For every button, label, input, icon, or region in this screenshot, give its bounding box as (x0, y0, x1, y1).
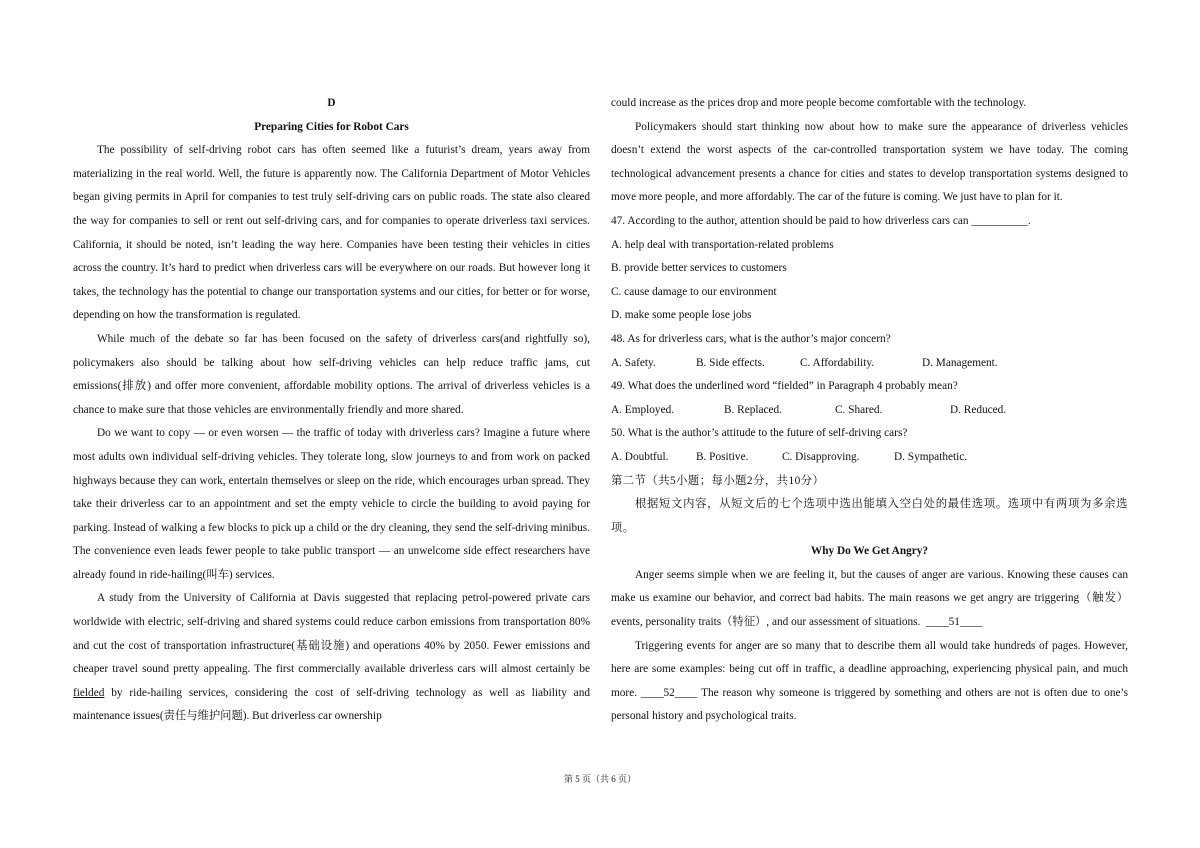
anger-paragraph-2 (611, 635, 1128, 729)
q47-option-a: A. help deal with transportation-related problems (611, 238, 834, 251)
question-47: 47. According to the author, attention should be paid to how driverless cars can __________. (611, 214, 1031, 227)
anger-paragraph-2-text-b: The reason why someone is triggered by something and others are not is often due to one’s personal history and psychological traits. (611, 686, 1129, 723)
page-number-footer: 第 5 页（共 6 页） (563, 774, 636, 784)
underlined-word-fielded: fielded (73, 686, 105, 699)
q48-options (611, 352, 1128, 376)
q49-option-d: D. Reduced. (950, 403, 1007, 416)
section-2-heading: 第二节（共5小题；每小题2分，共10分） (611, 474, 825, 487)
anger-passage-title: Why Do We Get Angry? (810, 545, 929, 558)
q48-option-a: A. Safety. (611, 356, 656, 369)
paragraph-3: Do we want to copy — or even worsen — the traffic of today with driverless cars? Imagine a future where most adults own individual self-driving vehicles. They tolerate long, slow journeys to and from work on packed highways because they can work, entertain themselves or sleep on the ride, which encourages urban spread. They take their driverless car to an appointment and set the empty vehicle to circle the building to avoid paying for parking. Instead of walking a few blocks to pick up a child or the dry cleaning, they send the self-driving minibus. The convenience even leads fewer people to take public transport — an unwelcome side effect researchers have already found in ride-hailing(叫车) services. (73, 427, 590, 581)
paragraph-4-text-a: A study from the University of California at Davis suggested that replacing petrol-powered private cars worldwide with electric, self-driving and shared systems could reduce carbon emissions from transportation 80% and cut the cost of transportation infrastructure(基础设施) and operations 40% by 2050. Fewer emissions and cheaper travel sound pretty appealing. The first commercially available driverless cars will almost certainly be (73, 592, 590, 676)
q49-option-c: C. Shared. (835, 403, 883, 416)
q50-option-d: D. Sympathetic. (894, 450, 968, 463)
anger-paragraph-2-text-a: Triggering events for anger are so many that to describe them all would take hundreds of pages. However, here are some examples: being cut off in traffic, a deadline approaching, experiencing physical pain, and much more. (611, 639, 1128, 699)
q50-option-c: C. Disapproving. (782, 450, 860, 463)
question-48: 48. As for driverless cars, what is the author’s major concern? (611, 332, 891, 345)
right-column (611, 92, 1128, 729)
blank-52: ____52____ (640, 686, 698, 699)
question-50: 50. What is the author’s attitude to the future of self-driving cars? (611, 427, 908, 440)
section-2-instructions: 根据短文内容，从短文后的七个选项中选出能填入空白处的最佳选项。选项中有两项为多余选项。 (611, 498, 1128, 534)
q48-option-d: D. Management. (922, 356, 998, 369)
paragraph-5: Policymakers should start thinking now about how to make sure the appearance of driverless vehicles doesn’t extend the worst aspects of the car-controlled transportation system we have today. The coming technological advancement presents a chance for cities and states to develop transportation systems designed to move more people, and more affordably. The car of the future is coming. We just have to plan for it. (611, 120, 1128, 204)
q48-option-b: B. Side effects. (696, 356, 765, 369)
paragraph-4-continued: could increase as the prices drop and more people become comfortable with the technology. (611, 97, 1027, 109)
q50-option-a: A. Doubtful. (611, 450, 669, 463)
question-49: 49. What does the underlined word “fielded” in Paragraph 4 probably mean? (611, 380, 958, 393)
paragraph-4 (73, 587, 590, 729)
paragraph-1: The possibility of self-driving robot cars has often seemed like a futurist’s dream, years away from materializing in the real world. Well, the future is apparently now. The California Department of Motor Vehicles began giving permits in April for companies to test truly self-driving cars on public roads. The state also cleared the way for companies to sell or rent out self-driving cars, and for companies to operate driverless taxi services. California, it should be noted, isn’t leading the way here. Companies have been testing their vehicles in cities across the country. It’s hard to predict when driverless cars will be everywhere on our roads. But however long it takes, the technology has the potential to change our transportation systems and our cities, for better or for worse, depending on how the transformation is regulated. (73, 144, 590, 322)
section-letter: D (327, 97, 336, 109)
q50-option-b: B. Positive. (696, 450, 749, 463)
left-column (73, 92, 590, 729)
q50-options (611, 446, 1128, 470)
passage-title: Preparing Cities for Robot Cars (254, 120, 409, 133)
q47-option-b: B. provide better services to customers (611, 262, 787, 275)
paragraph-4-text-b: by ride-hailing services, considering the cost of self-driving technology as well as liability and maintenance issues(责任与维护问题). But driverless car ownership (73, 686, 590, 723)
paragraph-2: While much of the debate so far has been focused on the safety of driverless cars(and rightfully so), policymakers also should be talking about how self-driving vehicles can help reduce traffic jams, cut emissions(排放) and offer more convenient, affordable mobility options. The arrival of driverless vehicles is a chance to make sure that those vehicles are environmentally friendly and more shared. (73, 332, 590, 416)
q49-option-a: A. Employed. (611, 403, 675, 416)
q49-options (611, 399, 1128, 423)
anger-paragraph-1 (611, 564, 1128, 635)
q48-option-c: C. Affordability. (800, 356, 875, 369)
blank-51: ____51____ (926, 616, 983, 629)
q49-option-b: B. Replaced. (724, 403, 783, 416)
anger-paragraph-1-text: Anger seems simple when we are feeling it, but the causes of anger are various. Knowing these causes can make us examine our behavior, and correct bad habits. The main reasons we get angry are triggering（触发）events, personality traits（特征）, and our assessment of situations. (611, 568, 1128, 629)
q47-option-d: D. make some people lose jobs (611, 309, 752, 322)
q47-option-c: C. cause damage to our environment (611, 285, 777, 298)
